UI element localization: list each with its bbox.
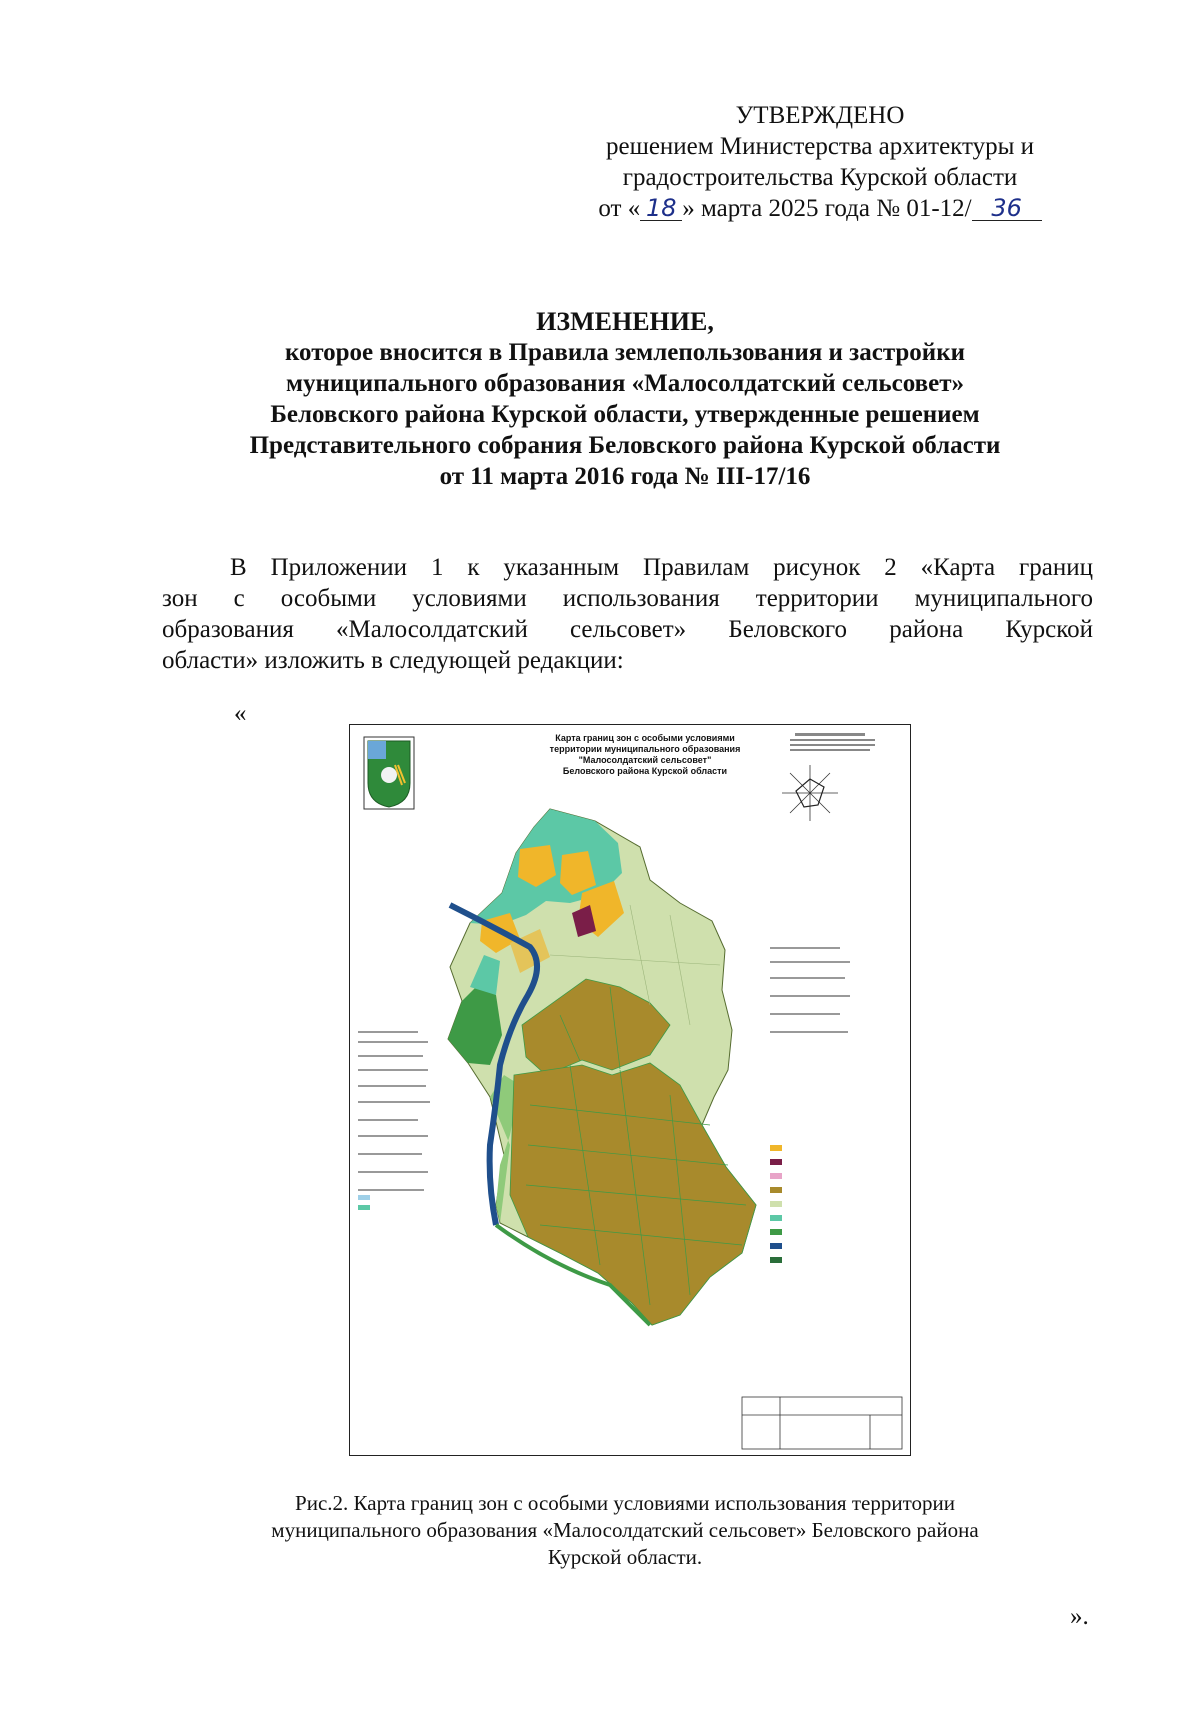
map-title bbox=[470, 733, 820, 777]
map-legend-left bbox=[358, 1025, 438, 1210]
map-figure bbox=[349, 724, 911, 1456]
title-line-5: от 11 марта 2016 года № III-17/16 bbox=[439, 463, 811, 490]
body-line-2: зон с особыми условиями использования территории муниципального bbox=[162, 585, 1093, 612]
title-line-3: Беловского района Курской области, утвержденные решением bbox=[270, 401, 980, 428]
approval-line-2: решением Министерства архитектуры и bbox=[605, 133, 1035, 160]
coat-of-arms-icon bbox=[364, 737, 414, 809]
title-line-4: Представительного собрания Беловского района Курской области bbox=[249, 432, 1001, 459]
map-title-line-3: "Малосолдатский сельсовет" bbox=[578, 755, 712, 765]
handwritten-number: 36 bbox=[972, 196, 1042, 221]
title-line-2: муниципального образования «Малосолдатский сельсовет» bbox=[285, 370, 965, 397]
approval-heading: УТВЕРЖДЕНО bbox=[735, 102, 905, 129]
title-heading: ИЗМЕНЕНИЕ, bbox=[536, 307, 714, 336]
body-line-3: образования «Малосолдатский сельсовет» Беловского района Курской bbox=[162, 616, 1093, 643]
date-middle: » марта 2025 года № 01-12/ bbox=[682, 195, 972, 222]
map-legend-right bbox=[770, 947, 850, 1263]
approval-line-3: градостроительства Курской области bbox=[622, 164, 1018, 191]
territory-map bbox=[448, 809, 756, 1325]
figure-caption bbox=[150, 1490, 1100, 1571]
map-title-block bbox=[742, 1397, 902, 1449]
handwritten-day: 18 bbox=[640, 196, 682, 221]
map-drawing bbox=[350, 725, 912, 1457]
caption-line-1: Рис.2. Карта границ зон с особыми условиями использования территории bbox=[295, 1491, 955, 1515]
open-quote: « bbox=[234, 700, 247, 727]
map-title-line-1: Карта границ зон с особыми условиями bbox=[555, 733, 735, 743]
body-line-1: В Приложении 1 к указанным Правилам рисунок 2 «Карта границ bbox=[230, 554, 1093, 581]
body-paragraph bbox=[162, 552, 1093, 676]
approval-block bbox=[540, 100, 1100, 224]
close-quote: ». bbox=[1070, 1603, 1089, 1630]
caption-line-2: муниципального образования «Малосолдатский сельсовет» Беловского района bbox=[271, 1518, 979, 1542]
date-prefix: от « bbox=[598, 195, 641, 222]
caption-line-3: Курской области. bbox=[547, 1545, 703, 1569]
title-line-1: которое вносится в Правила землепользования и застройки bbox=[284, 339, 966, 366]
map-title-line-2: территории муниципального образования bbox=[549, 744, 741, 754]
approval-date-line bbox=[540, 193, 1100, 224]
map-title-line-4: Беловского района Курской области bbox=[562, 766, 728, 776]
document-title bbox=[150, 306, 1100, 492]
body-line-4: области» изложить в следующей редакции: bbox=[162, 647, 624, 674]
